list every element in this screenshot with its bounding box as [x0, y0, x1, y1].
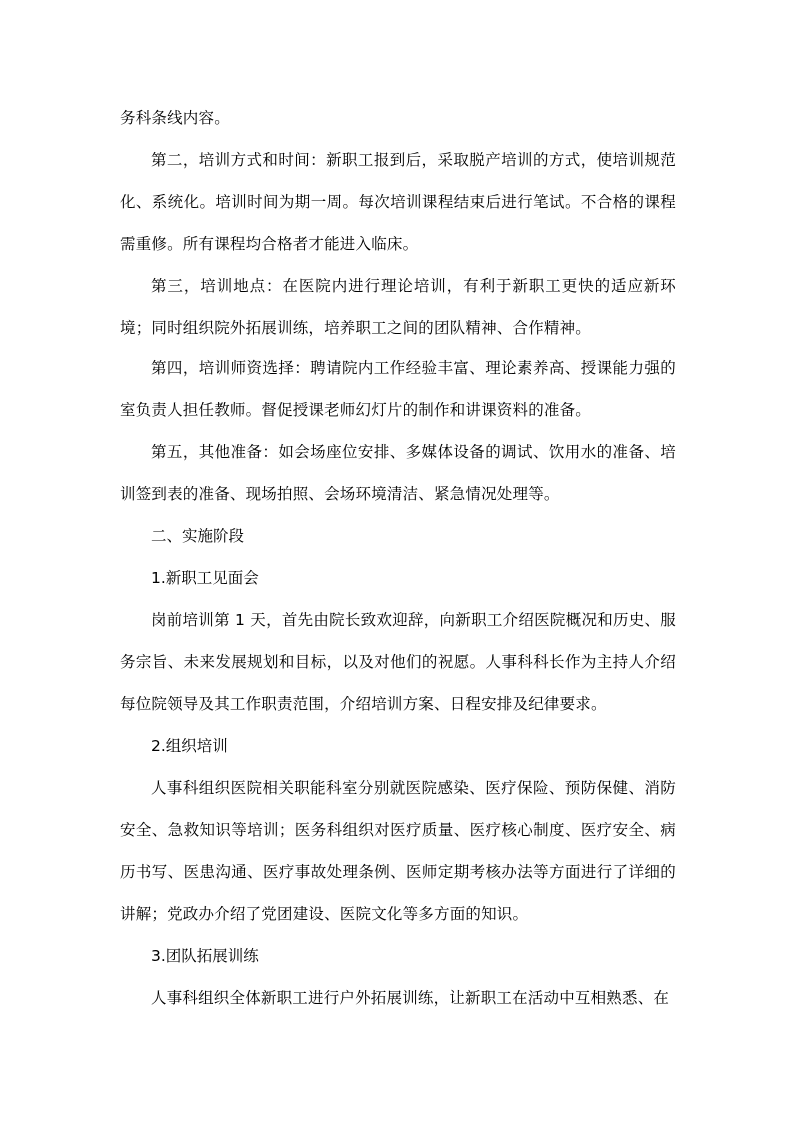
paragraph-meeting: 岗前培训第 1 天，首先由院长致欢迎辞，向新职工介绍医院概况和历史、服务宗旨、未来发展规划和目标，以及对他们的祝愿。人事科科长作为主持人介绍每位院领导及其工作职责范围，介绍培训方案、日程安排及纪律要求。: [120, 611, 676, 713]
paragraph-other-preparation: 第五，其他准备：如会场座位安排、多媒体设备的调试、饮用水的准备、培训签到表的准备、现场拍照、会场环境清洁、紧急情况处理等。: [120, 443, 676, 503]
subheading-meeting: 1.新职工见面会: [151, 569, 259, 587]
paragraph-continuation: 务科条线内容。: [120, 109, 230, 127]
paragraph-training-teachers: 第四，培训师资选择：聘请院内工作经验丰富、理论素养高、授课能力强的室负责人担任教师。督促授课老师幻灯片的制作和讲课资料的准备。: [120, 359, 676, 419]
paragraph-organize-training: 人事科组织医院相关职能科室分别就医院感染、医疗保险、预防保健、消防安全、急救知识等培训；医务科组织对医疗质量、医疗核心制度、医疗安全、病历书写、医患沟通、医疗事故处理条例、医师定期考核办法等方面进行了详细的讲解；党政办介绍了党团建设、医院文化等多方面的知识。: [120, 779, 676, 923]
section-heading-implementation: 二、实施阶段: [151, 527, 245, 545]
subheading-team-building: 3.团队拓展训练: [151, 947, 259, 965]
paragraph-training-location: 第三，培训地点：在医院内进行理论培训，有利于新职工更快的适应新环境；同时组织院外拓展训练，培养职工之间的团队精神、合作精神。: [120, 277, 676, 337]
paragraph-training-method: 第二，培训方式和时间：新职工报到后，采取脱产培训的方式，使培训规范化、系统化。培训时间为期一周。每次培训课程结束后进行笔试。不合格的课程需重修。所有课程均合格者才能进入临床。: [120, 151, 676, 253]
paragraph-team-building: 人事科组织全体新职工进行户外拓展训练，让新职工在活动中互相熟悉、在: [151, 989, 670, 1007]
subheading-organize-training: 2.组织培训: [151, 737, 228, 755]
